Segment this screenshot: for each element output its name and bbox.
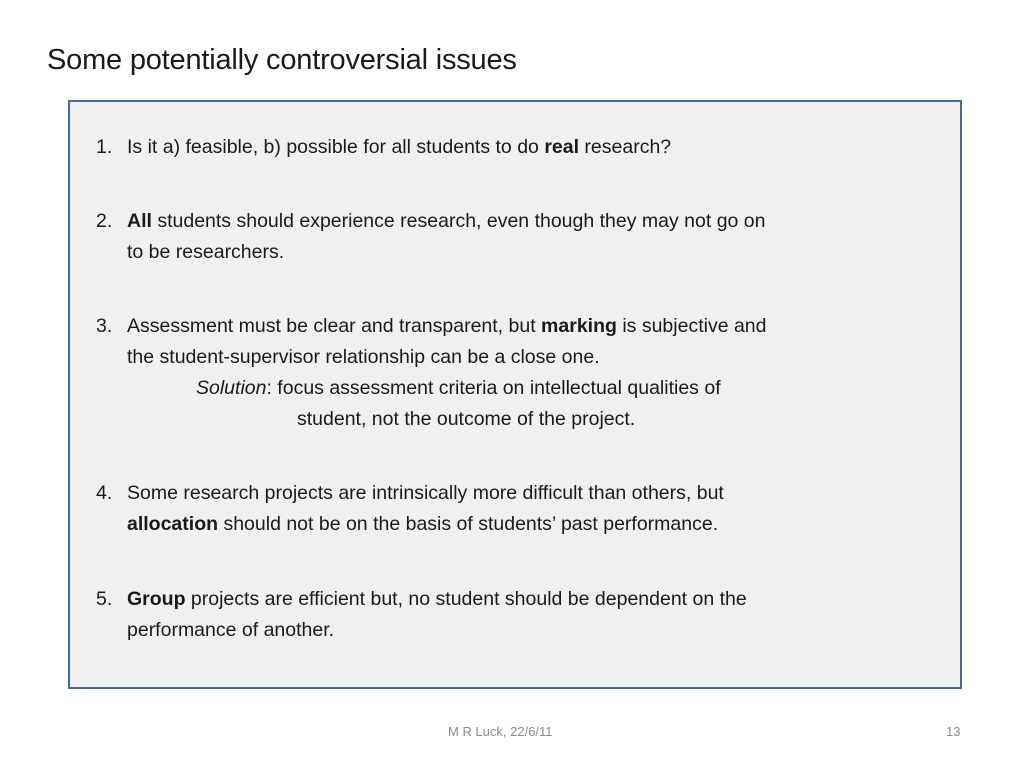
list-item xyxy=(96,478,724,540)
item-text-line2: performance of another. xyxy=(127,619,335,641)
item-text: Assessment must be clear and transparent, but marking is subjective and xyxy=(127,315,767,337)
footer-credit: M R Luck, 22/6/11 xyxy=(448,724,553,739)
item-text: Some research projects are intrinsically more difficult than others, but xyxy=(127,482,724,504)
item-number: 5. xyxy=(96,588,113,610)
item-text: Group projects are efficient but, no student should be dependent on the xyxy=(127,588,747,610)
solution-text: Solution: focus assessment criteria on intellectual qualities of xyxy=(196,377,721,399)
item-number: 3. xyxy=(96,315,113,337)
solution-text-line2: student, not the outcome of the project. xyxy=(297,408,636,430)
page-number: 13 xyxy=(946,724,961,739)
item-number: 2. xyxy=(96,210,113,232)
item-text-line2: to be researchers. xyxy=(127,241,285,263)
issues-box xyxy=(68,100,962,689)
list-item xyxy=(96,206,766,268)
item-number: 1. xyxy=(96,136,113,158)
slide-title: Some potentially controversial issues xyxy=(47,44,517,76)
item-text-line2: the student-supervisor relationship can be a close one. xyxy=(127,346,600,368)
list-item xyxy=(96,311,767,435)
list-item xyxy=(96,584,747,646)
item-text: Is it a) feasible, b) possible for all students to do real research? xyxy=(127,136,672,158)
item-text-line2: allocation should not be on the basis of students’ past performance. xyxy=(127,513,719,535)
item-text: All students should experience research, even though they may not go on xyxy=(127,210,766,232)
item-number: 4. xyxy=(96,482,113,504)
list-item xyxy=(96,132,671,163)
